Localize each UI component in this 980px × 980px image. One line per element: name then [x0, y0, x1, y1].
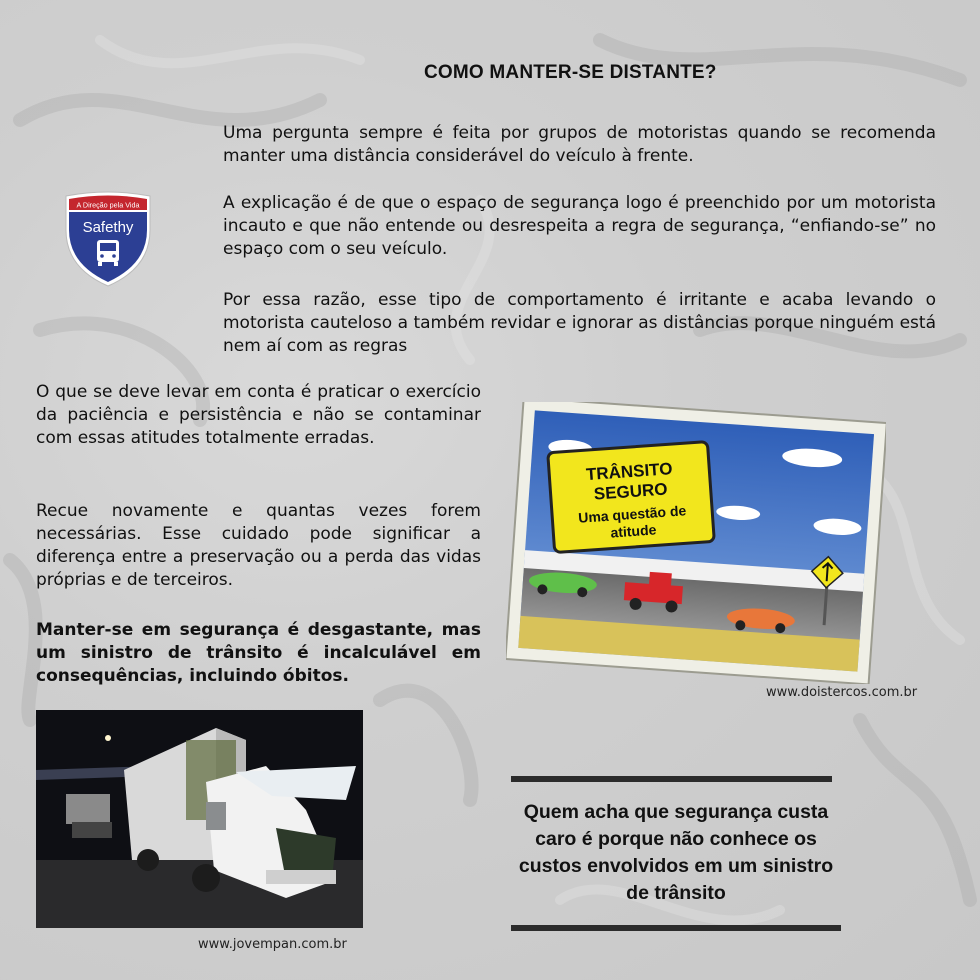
- page-title: COMO MANTER-SE DISTANTE?: [424, 62, 717, 83]
- safethy-logo: [60, 190, 156, 290]
- safety-quote: Quem acha que segurança custa caro é porque não conhece os custos envolvidos em um sinistro de trânsito: [518, 801, 834, 904]
- transito-seguro-image: [506, 402, 886, 684]
- badge-brand-text: Safethy: [82, 219, 134, 236]
- paragraph-patience: O que se deve levar em conta é praticar o exercício da paciência e persistência e não se contaminar com essas atitudes totalmente erradas.: [36, 382, 481, 448]
- paragraph-recue: Recue novamente e quantas vezes forem necessárias. Esse cuidado pode significar a diferença entre a preservação ou a perda das vidas próprias e de terceiros.: [36, 501, 481, 590]
- sign-line-3: Uma questão de: [577, 502, 687, 526]
- wrecked-car: [66, 794, 112, 838]
- truck-photo-credit: www.jovempan.com.br: [198, 937, 347, 952]
- paragraph-explanation: A explicação é de que o espaço de segurança logo é preenchido por um motorista incauto e que não entende ou desrespeita a regra de segurança, “enfiando-se” no espaço com o seu veículo.: [223, 193, 936, 259]
- paragraph-reason: Por essa razão, esse tipo de comportamento é irritante e acaba levando o motorista cauteloso a também revidar e ignorar as distâncias porque ninguém está nem aí com as regras: [223, 290, 936, 356]
- paragraph-conclusion: Manter-se em segurança é desgastante, mas um sinistro de trânsito é incalculável em consequências, incluindo óbitos.: [36, 620, 481, 686]
- sign-line-1: TRÂNSITO: [585, 459, 674, 485]
- sign-line-2: SEGURO: [593, 479, 669, 504]
- quote-divider-bottom: [511, 925, 841, 931]
- truck-accident-photo: [36, 710, 363, 928]
- badge-top-text: A Direção pela Vida: [76, 200, 140, 210]
- sign-image-credit: www.doistercos.com.br: [766, 685, 918, 700]
- quote-divider-top: [511, 776, 832, 782]
- sign-line-4: atitude: [609, 521, 657, 541]
- paragraph-question: Uma pergunta sempre é feita por grupos de motoristas quando se recomenda manter uma distância considerável do veículo à frente.: [223, 123, 936, 166]
